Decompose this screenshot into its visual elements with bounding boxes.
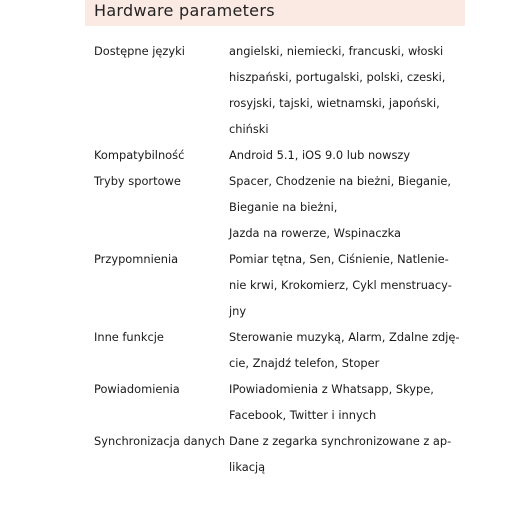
parameter-value-line: nie krwi, Krokomierz, Cykl menstruacy- — [229, 278, 452, 292]
parameter-row — [94, 38, 454, 142]
parameter-label: Inne funkcje — [94, 330, 164, 344]
parameter-value — [229, 142, 454, 168]
parameter-value-line: likacją — [229, 460, 266, 474]
parameter-value — [229, 38, 454, 142]
parameter-value-line: hiszpański, portugalski, polski, czeski, — [229, 70, 446, 84]
parameter-label: Dostępne języki — [94, 44, 185, 58]
page-title: Hardware parameters — [94, 1, 275, 20]
parameter-value — [229, 246, 454, 324]
parameter-row — [94, 376, 454, 428]
parameters-table — [94, 38, 460, 480]
parameter-value-line: Jazda na rowerze, Wspinaczka — [229, 226, 402, 240]
parameter-value-line: jny — [229, 304, 247, 318]
parameter-value-line: cie, Znajdź telefon, Stoper — [229, 356, 380, 370]
parameter-value — [229, 428, 454, 480]
parameter-value — [229, 376, 454, 428]
parameter-row — [94, 324, 460, 376]
parameter-value-line: angielski, niemiecki, francuski, włoski — [229, 44, 444, 58]
parameter-value — [229, 168, 454, 246]
parameter-row — [94, 246, 454, 324]
parameter-value-line: Sterowanie muzyką, Alarm, Zdalne zdję- — [229, 330, 460, 344]
parameter-value-line: chiński — [229, 122, 269, 136]
parameter-label: Kompatybilność — [94, 148, 185, 162]
parameter-value-line: Dane z zegarka synchronizowane z ap- — [229, 434, 452, 448]
parameter-value-line: IPowiadomienia z Whatsapp, Skype, — [229, 382, 434, 396]
parameter-label: Powiadomienia — [94, 382, 180, 396]
parameter-value-line: rosyjski, tajski, wietnamski, japoński, — [229, 96, 440, 110]
parameter-row — [94, 428, 454, 480]
parameter-label: Tryby sportowe — [94, 174, 181, 188]
parameter-value-line: Bieganie na bieżni, — [229, 200, 338, 214]
parameter-label: Przypomnienia — [94, 252, 179, 266]
parameter-value-line: Spacer, Chodzenie na bieżni, Bieganie, — [229, 174, 452, 188]
parameter-row — [94, 142, 454, 168]
parameter-label: Synchronizacja danych — [94, 434, 226, 448]
parameter-row — [94, 168, 454, 246]
parameter-value — [229, 324, 460, 376]
parameter-value-line: Pomiar tętna, Sen, Ciśnienie, Natlenie- — [229, 252, 449, 266]
parameter-value-line: Facebook, Twitter i innych — [229, 408, 377, 422]
parameter-value-line: Android 5.1, iOS 9.0 lub nowszy — [229, 148, 411, 162]
